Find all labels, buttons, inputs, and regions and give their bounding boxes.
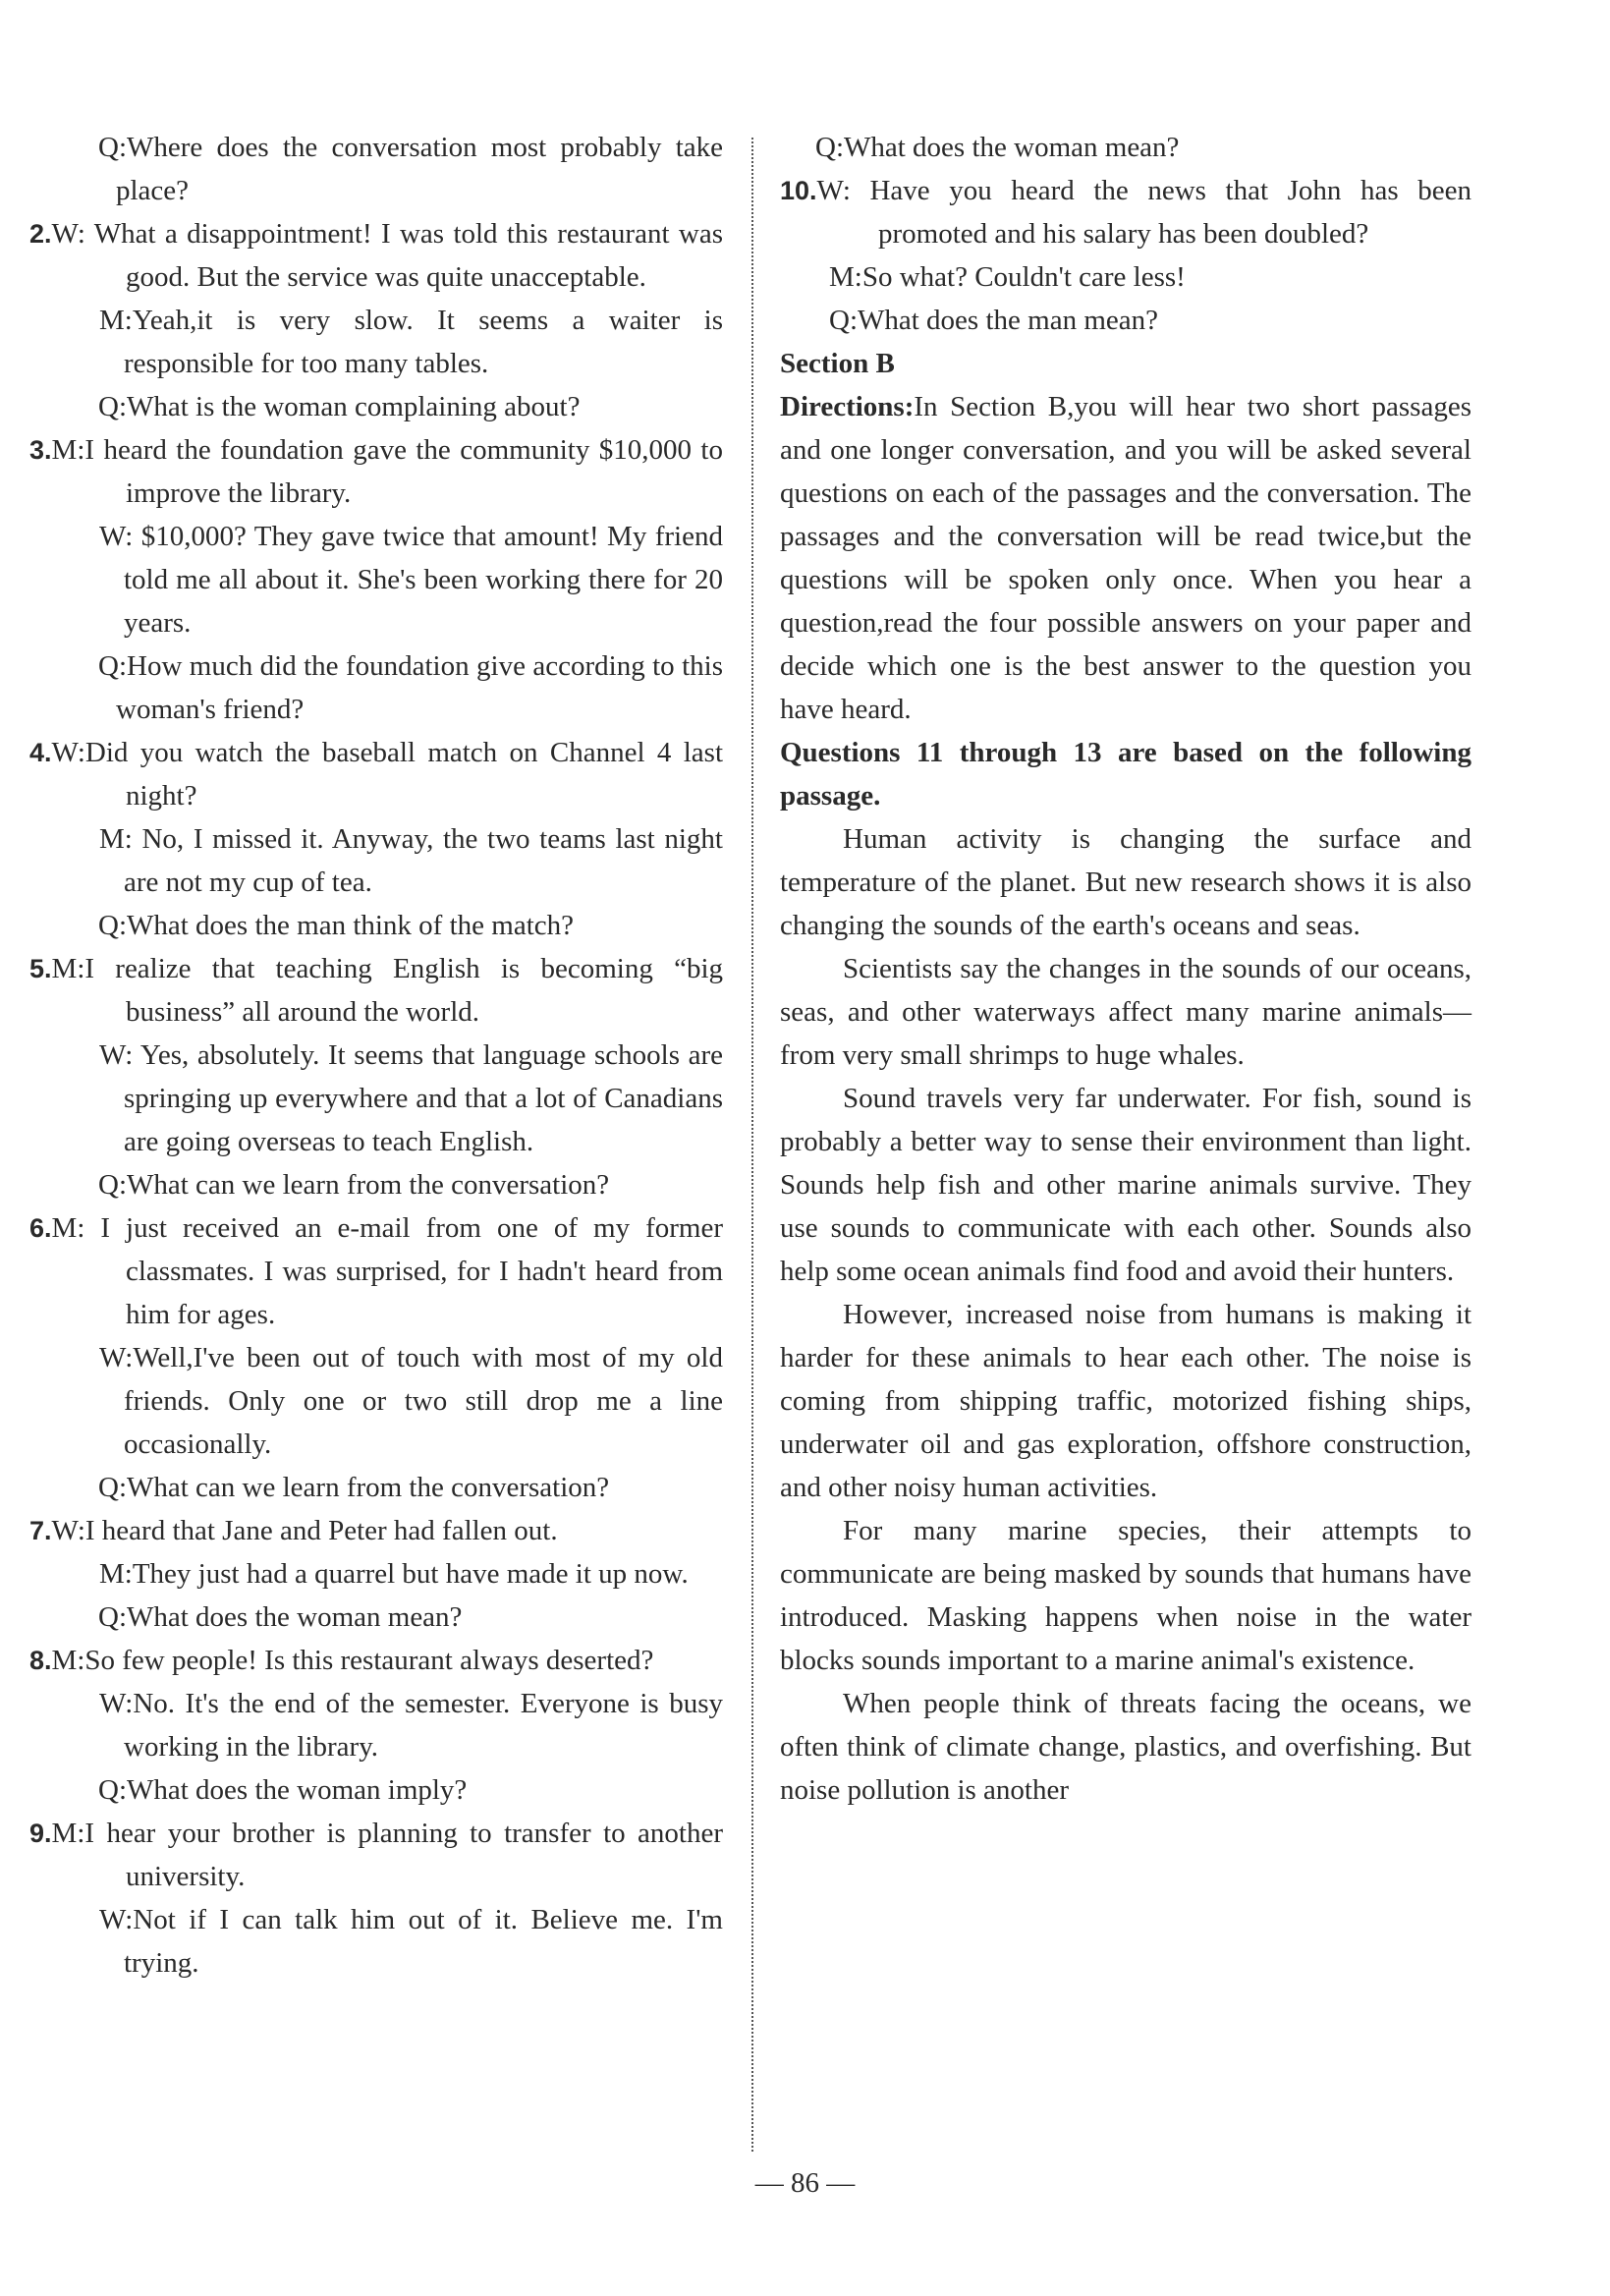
dialogue-line: W:No. It's the end of the semester. Everyone is busy working in the library. [99,1688,723,1763]
dialogue-line: W:I heard that Jane and Peter had fallen out. [51,1515,558,1546]
dialogue-line: M:So what? Couldn't care less! [829,261,1186,293]
item-number: 10. [780,176,817,205]
dialogue-line: W: What a disappointment! I was told this restaurant was good. But the service was quite unacceptable. [51,218,723,293]
question-line: Q:Where does the conversation most probably take place? [98,132,723,206]
dialogue-line: M:So few people! Is this restaurant always deserted? [51,1645,654,1676]
passage-paragraph: Sound travels very far underwater. For fish, sound is probably a better way to sense their environment than light. Sounds help fish and other marine animals survive. They use sounds to communicate with each other. Sounds also help some ocean animals find food and avoid their hunters. [780,1083,1471,1287]
dialogue-item-5 [29,947,723,1034]
dialogue-item-2 [29,212,723,299]
right-column [780,126,1471,1812]
dialogue-item-3 [29,428,723,515]
left-column [29,126,723,1985]
dialogue-line: M:I realize that teaching English is becoming “big business” all around the world. [51,953,723,1028]
dialogue-line: M:They just had a quarrel but have made it up now. [99,1558,689,1590]
question-line: Q:What is the woman complaining about? [98,391,581,422]
question-line: Q:What does the woman imply? [98,1774,468,1806]
question-line: Q:What does the woman mean? [98,1601,463,1633]
question-line: Q:What can we learn from the conversation? [98,1472,610,1503]
dialogue-item-8 [29,1639,723,1682]
question-line: Q:What does the man think of the match? [98,910,574,941]
dialogue-line: W: Have you heard the news that John has been promoted and his salary has been doubled? [816,175,1471,250]
dialogue-line: W: $10,000? They gave twice that amount! My friend told me all about it. She's been working there for 20 years. [99,521,723,639]
dialogue-item-7 [29,1509,723,1552]
dialogue-line: W:Did you watch the baseball match on Channel 4 last night? [51,737,723,812]
dialogue-line: M: I just received an e-mail from one of my former classmates. I was surprised, for I hadn't heard from him for ages. [51,1212,723,1330]
question-line: Q:What can we learn from the conversation? [98,1169,610,1201]
passage-paragraph: Scientists say the changes in the sounds of our oceans, seas, and other waterways affect many marine animals—from very small shrimps to huge whales. [780,953,1471,1071]
passage-paragraph: Human activity is changing the surface and temperature of the planet. But new research shows it is also changing the sounds of the earth's oceans and seas. [780,823,1471,941]
dialogue-item-10 [780,169,1471,255]
dialogue-item-6 [29,1206,723,1336]
dialogue-item-4 [29,731,723,817]
item-number: 6. [29,1213,52,1243]
dialogue-line: M: No, I missed it. Anyway, the two teams last night are not my cup of tea. [99,823,723,898]
passage-paragraph: For many marine species, their attempts to communicate are being masked by sounds that humans have introduced. Masking happens when noise in the water blocks sounds important to a marine animal's existence. [780,1515,1471,1676]
dialogue-line: W: Yes, absolutely. It seems that language schools are springing up everywhere and that a lot of Canadians are going overseas to teach English. [99,1039,723,1157]
dialogue-line: W:Not if I can talk him out of it. Believe me. I'm trying. [99,1904,723,1979]
item-number: 8. [29,1646,52,1675]
item-number: 9. [29,1819,52,1848]
directions-text: In Section B,you will hear two short passages and one longer conversation, and you will be asked several questions on each of the passages and the conversation. The passages and the conversation will be read twice,but the questions will be spoken only once. When you hear a question,read the four possible answers on your paper and decide which one is the best answer to the question you have heard. [780,391,1471,725]
dialogue-line: M:Yeah,it is very slow. It seems a waiter is responsible for too many tables. [99,305,723,379]
directions [780,385,1471,731]
question-line: Q:How much did the foundation give according to this woman's friend? [98,650,723,725]
passage-paragraph: When people think of threats facing the oceans, we often think of climate change, plastics, and overfishing. But noise pollution is another [780,1688,1471,1806]
section-title: Section B [780,348,895,379]
column-divider [751,138,753,2152]
dialogue-line: M:I hear your brother is planning to transfer to another university. [51,1818,723,1892]
dialogue-line: M:I heard the foundation gave the community $10,000 to improve the library. [51,434,723,509]
item-number: 5. [29,954,52,983]
item-number: 7. [29,1516,52,1545]
passage-paragraph: However, increased noise from humans is making it harder for these animals to hear each other. The noise is coming from shipping traffic, motorized fishing ships, underwater oil and gas exploration, offshore construction, and other noisy human activities. [780,1299,1471,1503]
question-line: Q:What does the woman mean? [815,132,1180,163]
question-line: Q:What does the man mean? [829,305,1158,336]
dialogue-line: W:Well,I've been out of touch with most of my old friends. Only one or two still drop me a line occasionally. [99,1342,723,1460]
dialogue-item-9 [29,1812,723,1898]
item-number: 2. [29,219,52,249]
questions-heading: Questions 11 through 13 are based on the following passage. [780,737,1471,812]
directions-label: Directions: [780,391,915,422]
item-number: 3. [29,435,52,465]
item-number: 4. [29,738,52,767]
page-number: — 86 — [754,2167,856,2199]
